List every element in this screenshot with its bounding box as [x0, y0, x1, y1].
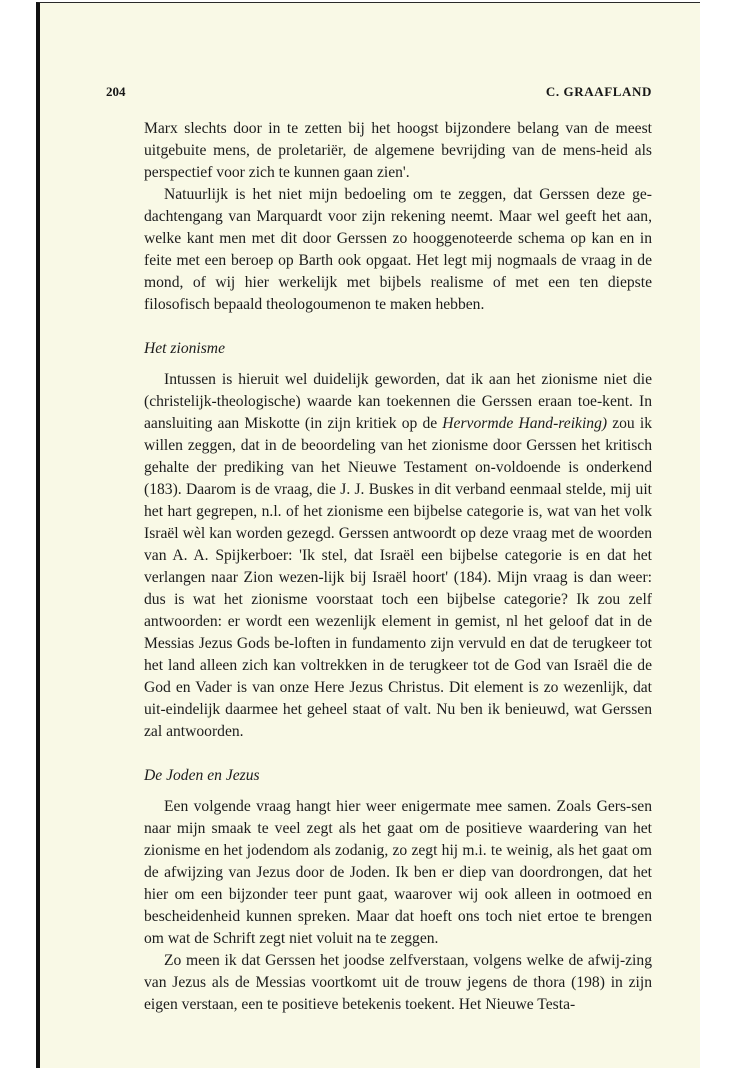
- paragraph-joden: Een volgende vraag hangt hier weer enigermate mee samen. Zoals Gers-sen naar mijn smaak te veel zegt als het gaat om de positieve waardering van het zionisme en het jodendom als zodanig, zo zegt hij m.i. te weinig, als het gaat om de afwijzing van Jezus door de Joden. Ik ben er diep van doordrongen, dat het hier om een bijzonder teer punt gaat, waarover wij ook alleen in ootmoed en bescheidenheid kunnen spreken. Maar dat hoeft ons toch niet ertoe te brengen om wat de Schrift zegt niet voluit na te zeggen.: [144, 798, 652, 947]
- paragraph-zionisme-part-1: Intussen is hieruit wel duidelijk geworden, dat ik aan het zionisme niet die (christelijk-theologische) waarde kan toekennen die Gerssen eraan toe-kent. In aansluiting aan Miskotte (in zijn kritiek op de: [144, 371, 652, 432]
- page-number: 204: [106, 84, 126, 99]
- paragraph-zionisme-part-2: zou ik willen zeggen, dat in de beoordeling van het zionisme door Gerssen het kritisch gehalte der prediking van het Nieuwe Testament on-voldoende is onderkend (183). Daarom is de vraag, die J. J. Buskes in dit verband eenmaal stelde, mij uit het hart gegrepen, n.l. of het zionisme een bijbelse categorie is, wat van het volk Israël wèl kan worden gezegd. Gerssen antwoordt op deze vraag met de woorden van A. A. Spijkerboer: 'Ik stel, dat Israël een bijbelse categorie is en dat het verlangen naar Zion wezen-lijk bij Israël hoort' (184). Mijn vraag is dan weer: dus is wat het zionisme voorstaat toch een bijbelse categorie? Ik zou zelf antwoorden: er wordt een wezenlijk element in gemist, nl het geloof dat in de Messias Jezus Gods be-loften in fundamento zijn vervuld en dat de terugkeer tot het land alleen zich kan voltrekken in de terugkeer tot de God van Israël die de God en Vader is van onze Here Jezus Christus. Dit element is zo wezenlijk, dat uit-eindelijk daarmee het geheel staat of valt. Nu ben ik benieuwd, wat Gerssen zal antwoorden.: [144, 415, 652, 740]
- section-heading-zionisme: Het zionisme: [144, 340, 225, 357]
- running-header: [106, 84, 652, 104]
- paragraph-marquardt: Natuurlijk is het niet mijn bedoeling om te zeggen, dat Gerssen deze ge-dachtengang van Marquardt voor zijn rekening neemt. Maar wel geeft het aan, welke kant men met dit door Gerssen zo hooggenoteerde schema op kan en in feite met een beroep op Barth ook opgaat. Het legt mij nogmaals de vraag in de mond, of wij hier werkelijk met bijbels realisme of met een ten diepste filosofisch bepaald theologoumenon te maken hebben.: [144, 186, 652, 313]
- paragraph-zionisme: [144, 369, 652, 743]
- book-title-hervormde-handreiking: Hervormde Hand-reiking): [442, 415, 608, 432]
- section-heading-joden-en-jezus: De Joden en Jezus: [144, 767, 260, 784]
- paragraph-zelfverstaan: Zo meen ik dat Gerssen het joodse zelfverstaan, volgens welke de afwij-zing van Jezus als de Messias voortkomt uit de trouw jegens de thora (198) in zijn eigen verstaan, een te positieve betekenis toekent. Het Nieuwe Testa-: [144, 952, 652, 1013]
- running-head-author: C. GRAAFLAND: [545, 84, 652, 99]
- paragraph-marx: Marx slechts door in te zetten bij het hoogst bijzondere belang van de meest uitgebuite mens, de proletariër, de algemene bevrijding van de mens-heid als perspectief voor zich te kunnen gaan zien'.: [144, 120, 652, 181]
- body-text: [144, 118, 652, 1016]
